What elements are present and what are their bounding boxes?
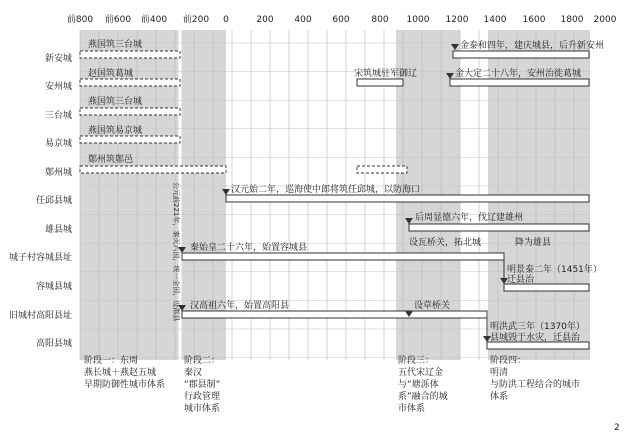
phase-descriptions <box>84 354 580 414</box>
axis-tick: 1400 <box>483 15 507 25</box>
phase-4-line: 明清 <box>490 368 509 378</box>
phase-4-line: 与防洪工程结合的城市 <box>490 380 581 390</box>
row-label: 任邱县城 <box>35 196 72 206</box>
row-label: 旧城村高阳县址 <box>8 311 72 321</box>
bar-mozhou-early <box>80 166 226 173</box>
axis-tick: 2000 <box>593 15 617 25</box>
phase-1-line: 阶段一：东周 <box>84 356 139 366</box>
phase-3-line: 系”融合的城 <box>398 392 448 402</box>
phase-3-line: 阶段三： <box>398 356 435 366</box>
axis-tick: 600 <box>332 15 350 25</box>
annotation: 后周显德六年，伐辽建雄州 <box>415 213 524 223</box>
phase-2-line: 城市体系 <box>184 404 221 414</box>
row-label: 容城县城 <box>35 282 72 292</box>
annotation: 宋筑城驻军御辽 <box>354 69 418 79</box>
phase-3-line: 与“塘泺体 <box>398 380 439 390</box>
bar-label: 鄚州筑鄚邑 <box>88 155 134 165</box>
axis-tick: 前800 <box>66 15 94 25</box>
phase-1-line: 早期防御性城市体系 <box>84 380 166 390</box>
phase-3-line: 市体系 <box>398 404 426 414</box>
phase-4-line: 体系 <box>490 392 509 402</box>
row-label: 雄县城 <box>44 225 72 235</box>
axis-tick: 400 <box>294 15 312 25</box>
axis-tick: 前400 <box>140 15 168 25</box>
annotation: 设瓦桥关，拓北城 <box>409 238 482 248</box>
phase-4-line: 阶段四： <box>490 356 527 366</box>
bar-anzhou-early <box>80 79 180 86</box>
bar-chengzicun <box>182 253 504 260</box>
bar-jiuchengcun <box>182 311 487 318</box>
bar-label: 燕国筑三台城 <box>88 40 143 50</box>
axis-tick: 800 <box>371 15 389 25</box>
annotation: 金大定二十八年，安州治徙葛城 <box>455 69 582 79</box>
phase-2-line: “郡县制” <box>184 380 221 390</box>
annotation: 明景泰二年（1451年） <box>507 265 602 275</box>
row-label: 易京城 <box>44 139 72 149</box>
bar-rongcheng <box>504 284 589 291</box>
phase-2-line: 秦汉 <box>184 368 203 378</box>
bar-label: 燕国筑三台城 <box>88 97 143 107</box>
bar-label: 赵国筑葛城 <box>88 69 134 79</box>
phase-3-line: 五代宋辽金 <box>398 368 444 378</box>
bar-xinan <box>453 51 589 58</box>
axis-tick: 前600 <box>104 15 132 25</box>
annotation: 迁县治 <box>507 275 535 285</box>
row-label: 城子村容城县址 <box>8 253 72 263</box>
bar-label: 燕国筑易京城 <box>88 126 143 136</box>
axis <box>67 13 617 25</box>
axis-tick: 前200 <box>182 15 210 25</box>
row-label: 新安城 <box>44 54 72 64</box>
annotation: 金泰和四年，建庆城县，后升新安州 <box>460 41 605 51</box>
phase-2-line: 行政管理 <box>184 392 221 402</box>
row-label: 安州城 <box>44 82 72 92</box>
row-labels <box>9 52 72 349</box>
page-number: 2 <box>614 423 620 433</box>
annotation: 汉元始二年，巡海使中郎将筑任邱城，以防海口 <box>231 185 421 195</box>
annotation: 县城毁于水灾，迁县治 <box>490 333 581 343</box>
row-label: 高阳县城 <box>35 339 72 349</box>
bar-renqiu <box>226 195 589 202</box>
annotation: 降为雄县 <box>515 238 552 248</box>
axis-tick: 200 <box>256 15 274 25</box>
annotation: 汉高祖六年，始置高阳县 <box>190 301 290 311</box>
phase-1-line: 燕长城＋燕赵五城 <box>84 368 157 378</box>
row-label: 鄚州城 <box>44 168 72 178</box>
axis-tick: 1600 <box>522 15 546 25</box>
bar-gaoyang <box>487 342 589 349</box>
row-label: 三台城 <box>44 111 72 121</box>
axis-tick: 0 <box>223 15 229 25</box>
annotation: 明洪武三年（1370年） <box>490 322 585 332</box>
axis-tick: 1000 <box>406 15 430 25</box>
annotation: 秦始皇二十六年，始置容城县 <box>190 243 308 253</box>
bar-anzhou-song <box>357 79 403 86</box>
bar-yijing-early <box>80 136 180 143</box>
vertical-annotation: 公元前221年，秦灭六国，统一全国，设郡县 <box>172 182 180 322</box>
bar-anzhou <box>450 79 589 86</box>
axis-tick: 1800 <box>560 15 584 25</box>
bar-xiongxian <box>409 224 589 231</box>
axis-tick: 1200 <box>445 15 469 25</box>
annotation: 设草桥关 <box>414 301 451 311</box>
phase-2-line: 阶段二： <box>184 356 221 366</box>
bar-santai-early <box>80 108 180 115</box>
bar-xinan-early <box>80 51 180 58</box>
bar-mozhou-mid <box>357 166 407 173</box>
